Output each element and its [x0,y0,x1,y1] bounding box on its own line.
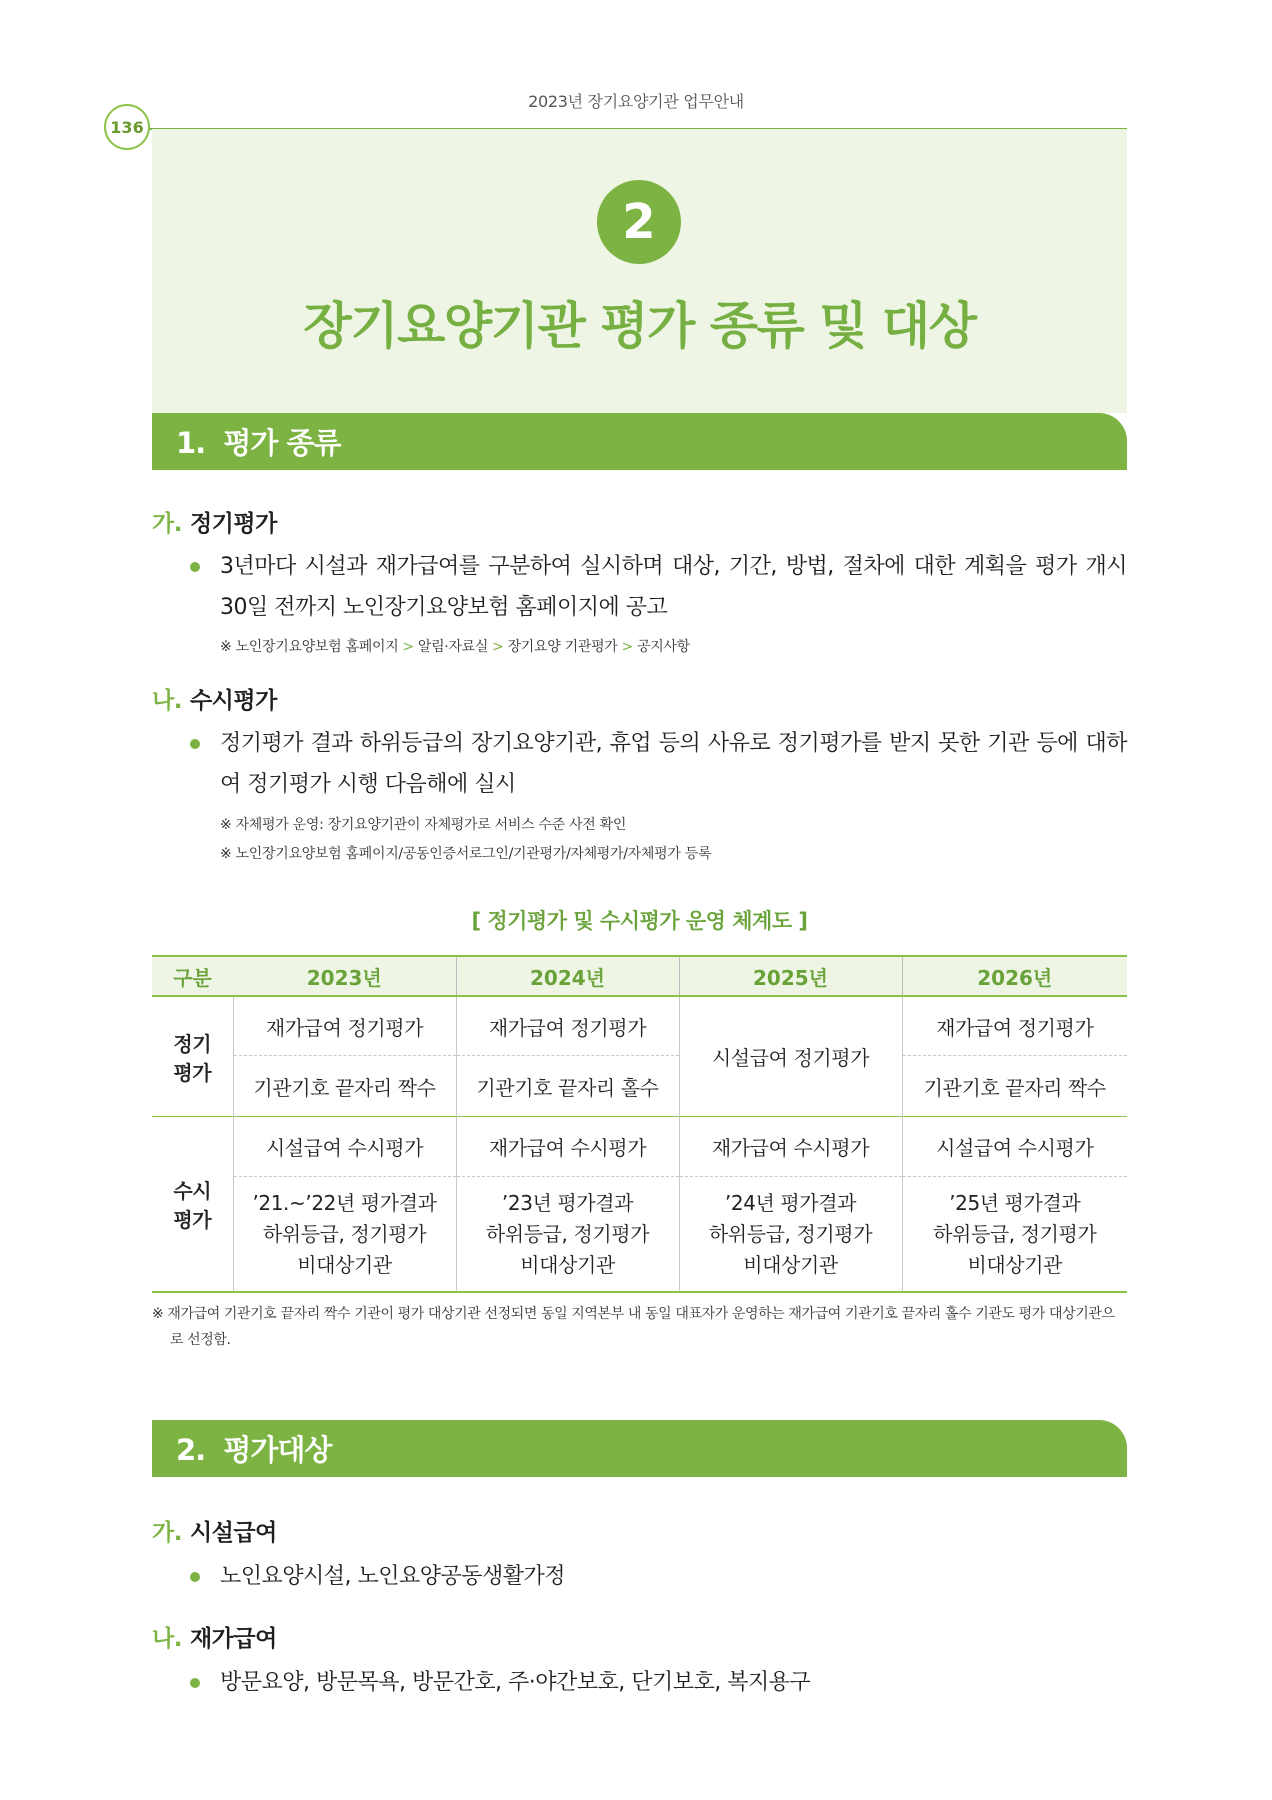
table-cell [233,1177,456,1293]
table-cell [679,1177,902,1293]
chapter-title-panel [152,129,1127,413]
bullet-dot-icon [190,739,200,749]
cell-line: 하위등급, 정기평가 [485,1221,650,1246]
row-label-line: 수시 [173,1179,212,1203]
note-self-evaluation: ※ 자체평가 운영: 장기요양기관이 자체평가로 서비스 수준 사전 확인 [220,817,627,833]
table-row [152,1177,1127,1293]
table-header-row [152,956,1127,996]
table-row [152,1117,1127,1177]
section-heading-evaluation-types [152,413,1127,470]
cell-line: 하위등급, 정기평가 [708,1221,873,1246]
table-row [152,1056,1127,1117]
bullet-dot-icon [190,562,200,572]
table-cell: 재가급여 정기평가 [233,996,456,1056]
running-header: 2023년 장기요양기관 업무안내 [528,92,744,111]
table-cell: 재가급여 수시평가 [456,1117,679,1177]
subheading-occasional-evaluation [152,682,277,715]
note-self-evaluation-path: ※ 노인장기요양보험 홈페이지/공동인증서로그인/기관평가/자체평가/자체평가 등록 [220,846,712,862]
page-number-badge: 136 [104,104,150,150]
column-header: 2024년 [456,956,679,996]
note-path-end: 공지사항 [636,639,690,655]
table-cell [456,1177,679,1293]
table-row [152,996,1127,1056]
evaluation-schedule-table [152,955,1127,1293]
bullet-text: 노인요양시설, 노인요양공동생활가정 [220,1564,566,1589]
chapter-title: 장기요양기관 평가 종류 및 대상 [303,297,976,355]
row-label-line: 평가 [173,1208,212,1232]
subheading-label: 시설급여 [189,1520,277,1546]
section-title: 1. 평가 종류 [176,426,341,460]
cell-line: 비대상기관 [297,1252,392,1277]
note-path-mid2: 장기요양 기관평가 [507,639,618,655]
cell-line: 비대상기관 [520,1252,615,1277]
section-heading-evaluation-targets [152,1420,1127,1477]
subheading-marker: 가. [152,1520,182,1546]
arrow-icon: > [621,639,633,655]
subheading-label: 수시평가 [189,688,277,714]
row-label-line: 정기 [173,1031,212,1056]
column-header: 2026년 [902,956,1127,996]
table-cell: 시설급여 수시평가 [902,1117,1127,1177]
row-label-regular [152,996,233,1117]
bullet-home-benefits [190,1662,1127,1703]
cell-line: 하위등급, 정기평가 [262,1221,427,1246]
note-path-mid: 알림·자료실 [417,639,489,655]
subheading-home-benefits [152,1620,277,1653]
table-cell: 기관기호 끝자리 짝수 [902,1056,1127,1117]
column-header: 2023년 [233,956,456,996]
subheading-marker: 나. [152,1626,182,1652]
cell-line: 비대상기관 [743,1252,838,1277]
table-cell [902,1177,1127,1293]
cell-line: ’24년 평가결과 [724,1190,857,1215]
cell-line: 하위등급, 정기평가 [933,1221,1097,1246]
bullet-text: 3년마다 시설과 재가급여를 구분하여 실시하며 대상, 기간, 방법, 절차에 대한 계획을 평가 개시 30일 전까지 노인장기요양보험 홈페이지에 공고 [220,554,1127,620]
subheading-regular-evaluation [152,505,277,538]
subheading-label: 정기평가 [189,511,277,537]
subheading-marker: 나. [152,688,182,714]
table-cell: 시설급여 정기평가 [679,996,902,1117]
table-cell: 기관기호 끝자리 홀수 [456,1056,679,1117]
bullet-facility-benefits [190,1556,1127,1597]
bullet-occasional-evaluation [190,723,1127,805]
bullet-dot-icon [190,1572,200,1582]
note-homepage-path [220,636,690,656]
column-header: 구분 [152,956,233,996]
table-cell: 재가급여 수시평가 [679,1117,902,1177]
cell-line: ’25년 평가결과 [949,1190,1081,1215]
bullet-text: 방문요양, 방문목욕, 방문간호, 주·야간보호, 단기보호, 복지용구 [220,1670,811,1695]
bullet-dot-icon [190,1678,200,1688]
cell-line: 비대상기관 [967,1252,1063,1277]
section-title: 2. 평가대상 [176,1433,332,1467]
table-cell: 시설급여 수시평가 [233,1117,456,1177]
bullet-regular-evaluation [190,546,1127,628]
subheading-marker: 가. [152,511,182,537]
row-label-occasional [152,1117,233,1293]
table-caption: [ 정기평가 및 수시평가 운영 체계도 ] [471,909,808,933]
table-cell: 재가급여 정기평가 [902,996,1127,1056]
bullet-text: 정기평가 결과 하위등급의 장기요양기관, 휴업 등의 사유로 정기평가를 받지 못한 기관 등에 대하여 정기평가 시행 다음해에 실시 [220,731,1127,797]
arrow-icon: > [492,639,504,655]
arrow-icon: > [402,639,414,655]
table-cell: 기관기호 끝자리 짝수 [233,1056,456,1117]
subheading-label: 재가급여 [189,1626,277,1652]
cell-line: ’23년 평가결과 [501,1190,634,1215]
cell-line: ’21.~’22년 평가결과 [252,1190,437,1215]
table-cell: 재가급여 정기평가 [456,996,679,1056]
chapter-number: 2 [597,180,681,264]
subheading-facility-benefits [152,1514,277,1547]
note-path-start: ※ 노인장기요양보험 홈페이지 [220,639,399,655]
table-footnote: ※ 재가급여 기관기호 끝자리 짝수 기관이 평가 대상기관 선정되면 동일 지역본부 내 동일 대표자가 운영하는 재가급여 기관기호 끝자리 홀수 기관도 평가 대상기관으로 선정함. [152,1306,1115,1348]
column-header: 2025년 [679,956,902,996]
row-label-line: 평가 [173,1060,212,1085]
